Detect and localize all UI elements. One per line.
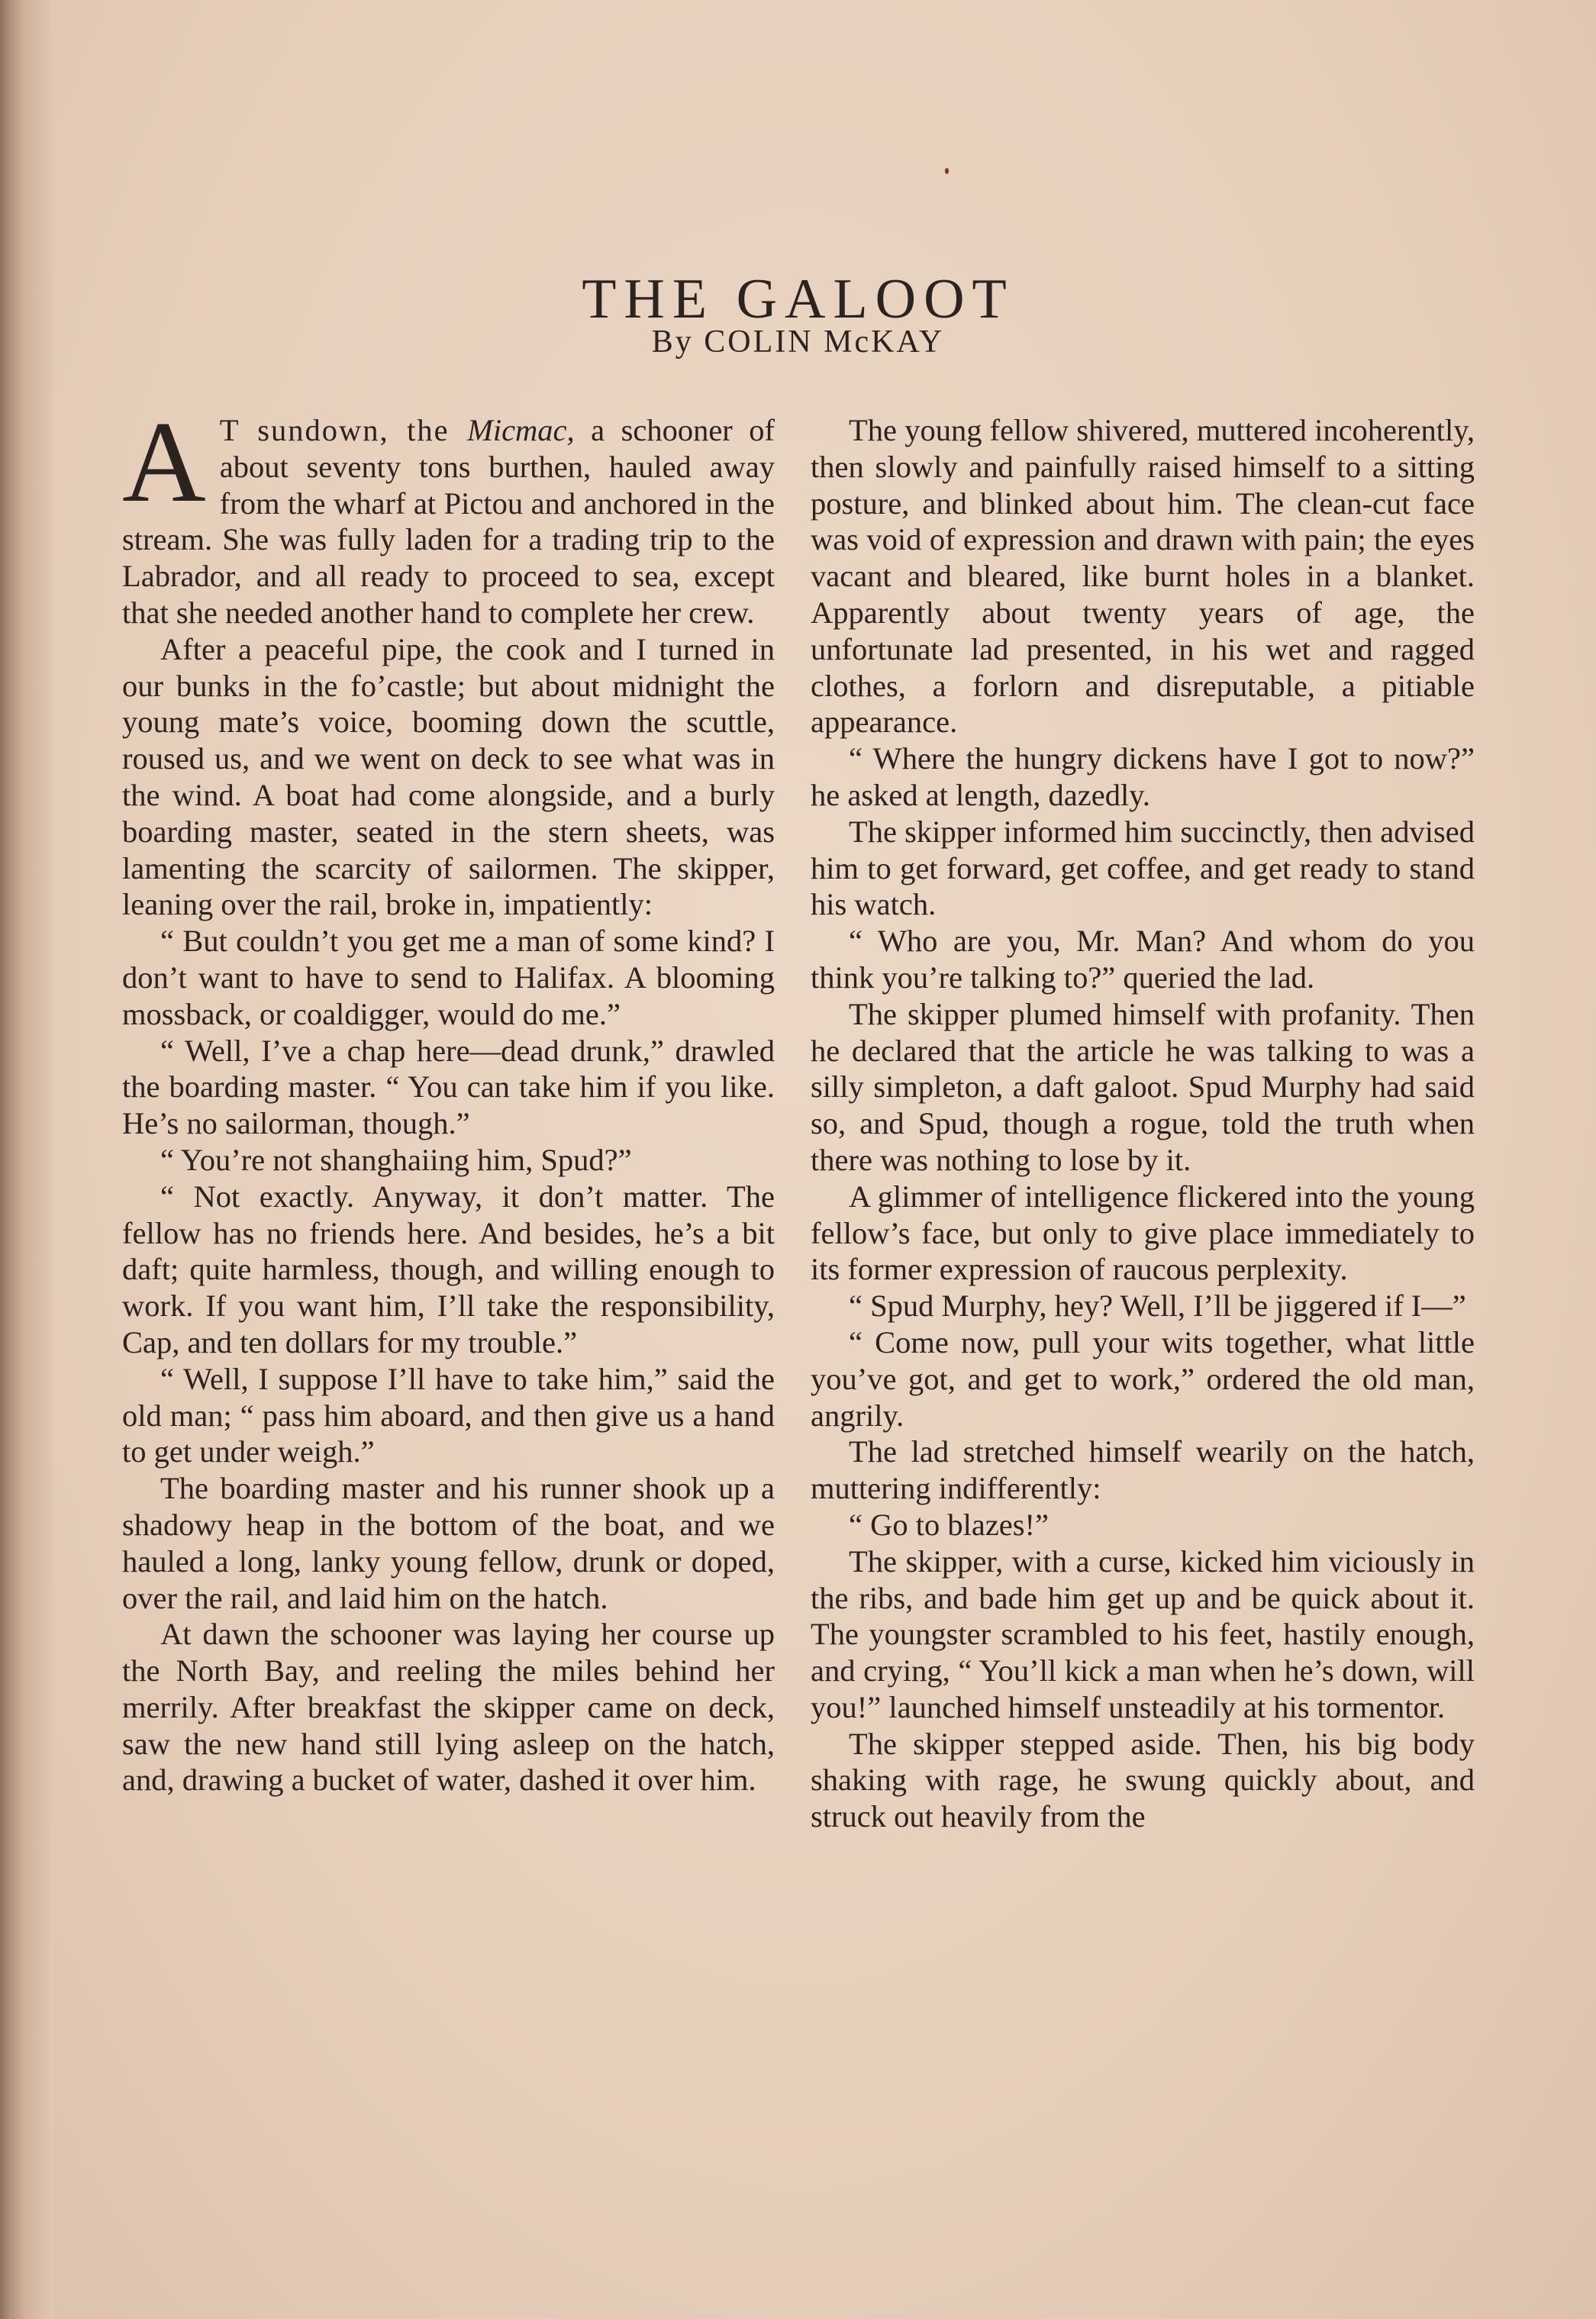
paragraph: “ Come now, pull your wits together, what little you’ve got, and get to work,” ordered the old man, angrily. (811, 1324, 1475, 1433)
paper-speck (945, 168, 949, 174)
paragraph: The skipper plumed himself with profanity. Then he declared that the article he was talking to was a silly simpleton, a daft galoot. Spud Murphy had said so, and Spud, though a rogue, told the truth when there was nothing to lose by it. (811, 996, 1475, 1177)
paragraph: The skipper stepped aside. Then, his big body shaking with rage, he swung quickly about, and struck out heavily from the (811, 1726, 1475, 1834)
paragraph: “ Who are you, Mr. Man? And whom do you think you’re talking to?” queried the lad. (811, 924, 1475, 995)
paragraph: “ Spud Murphy, hey? Well, I’ll be jiggered if I—” (849, 1289, 1466, 1324)
byline-author: COLIN McKAY (704, 324, 945, 360)
left-column (122, 398, 775, 1798)
paragraph: A glimmer of intelligence flickered into the young fellow’s face, but only to give place immediately to its former expression of raucous perplexity. (811, 1179, 1475, 1287)
opening-text-start: T sundown, the (219, 413, 468, 447)
paragraph: The boarding master and his runner shook up a shadowy heap in the bottom of the boat, and we hauled a long, lanky young fellow, drunk or doped, over the rail, and laid him on the hatch. (122, 1471, 775, 1615)
paragraph: “ Well, I’ve a chap here—dead drunk,” drawled the boarding master. “ You can take him if you like. He’s no sailorman, though.” (122, 1033, 775, 1141)
byline (0, 324, 1596, 360)
paragraph: The lad stretched himself wearily on the hatch, muttering indifferently: (811, 1434, 1475, 1506)
opening-paragraph (122, 398, 775, 631)
paragraph: The skipper, with a curse, kicked him viciously in the ribs, and bade him get up and be quick about it. The youngster scrambled to his feet, hastily enough, and crying, “ You’ll kick a man when he’s down, will you!” launched himself unsteadily at his tormentor. (811, 1543, 1475, 1724)
paragraph: “ You’re not shanghaiing him, Spud?” (160, 1142, 632, 1177)
paragraph: “ Not exactly. Anyway, it don’t matter. The fellow has no friends here. And besides, he’s a bit daft; quite harmless, though, and willing enough to work. If you want him, I’ll take the responsibility, Cap, and ten dollars for my trouble.” (122, 1179, 775, 1359)
opening-text-rest: a schooner of about seventy tons burthen, hauled away from the wharf at Pictou and anchored in the stream. She was fully laden for a trading trip to the Labrador, and all ready to proceed to sea, except that she needed another hand to complete her crew. (122, 413, 775, 630)
right-column (811, 412, 1475, 1835)
paragraph: The young fellow shivered, muttered incoherently, then slowly and painfully raised himself to a sitting posture, and blinked about him. The clean-cut face was void of expression and drawn with pain; the eyes vacant and bleared, like burnt holes in a blanket. Apparently about twenty years of age, the unfortunate lad presented, in his wet and ragged clothes, a forlorn and disreputable, a pitiable appearance. (811, 413, 1475, 740)
paragraph: “ Well, I suppose I’ll have to take him,” said the old man; “ pass him aboard, and then give us a hand to get under weigh.” (122, 1361, 775, 1469)
drop-cap: A (122, 398, 206, 526)
byline-prefix: By (651, 324, 694, 360)
ship-name: Micmac, (467, 413, 575, 447)
paragraph: “ Where the hungry dickens have I got to now?” he asked at length, dazedly. (811, 741, 1475, 812)
paragraph: At dawn the schooner was laying her course up the North Bay, and reeling the miles behind her merrily. After breakfast the skipper came on deck, saw the new hand still lying asleep on the hatch, and, drawing a bucket of water, dashed it over him. (122, 1617, 775, 1798)
paragraph: “ Go to blazes!” (849, 1507, 1049, 1542)
paragraph: The skipper informed him succinctly, then advised him to get forward, get coffee, and get ready to stand his watch. (811, 814, 1475, 922)
article-title: THE GALOOT (582, 267, 1014, 331)
paragraph: “ But couldn’t you get me a man of some kind? I don’t want to have to send to Halifax. A blooming mossback, or coaldigger, would do me.” (122, 924, 775, 1031)
paragraph: After a peaceful pipe, the cook and I turned in our bunks in the fo’castle; but about midnight the young mate’s voice, booming down the scuttle, roused us, and we went on deck to see what was in the wind. A boat had come alongside, and a burly boarding master, seated in the stern sheets, was lamenting the scarcity of sailormen. The skipper, leaning over the rail, broke in, impatiently: (122, 631, 775, 922)
